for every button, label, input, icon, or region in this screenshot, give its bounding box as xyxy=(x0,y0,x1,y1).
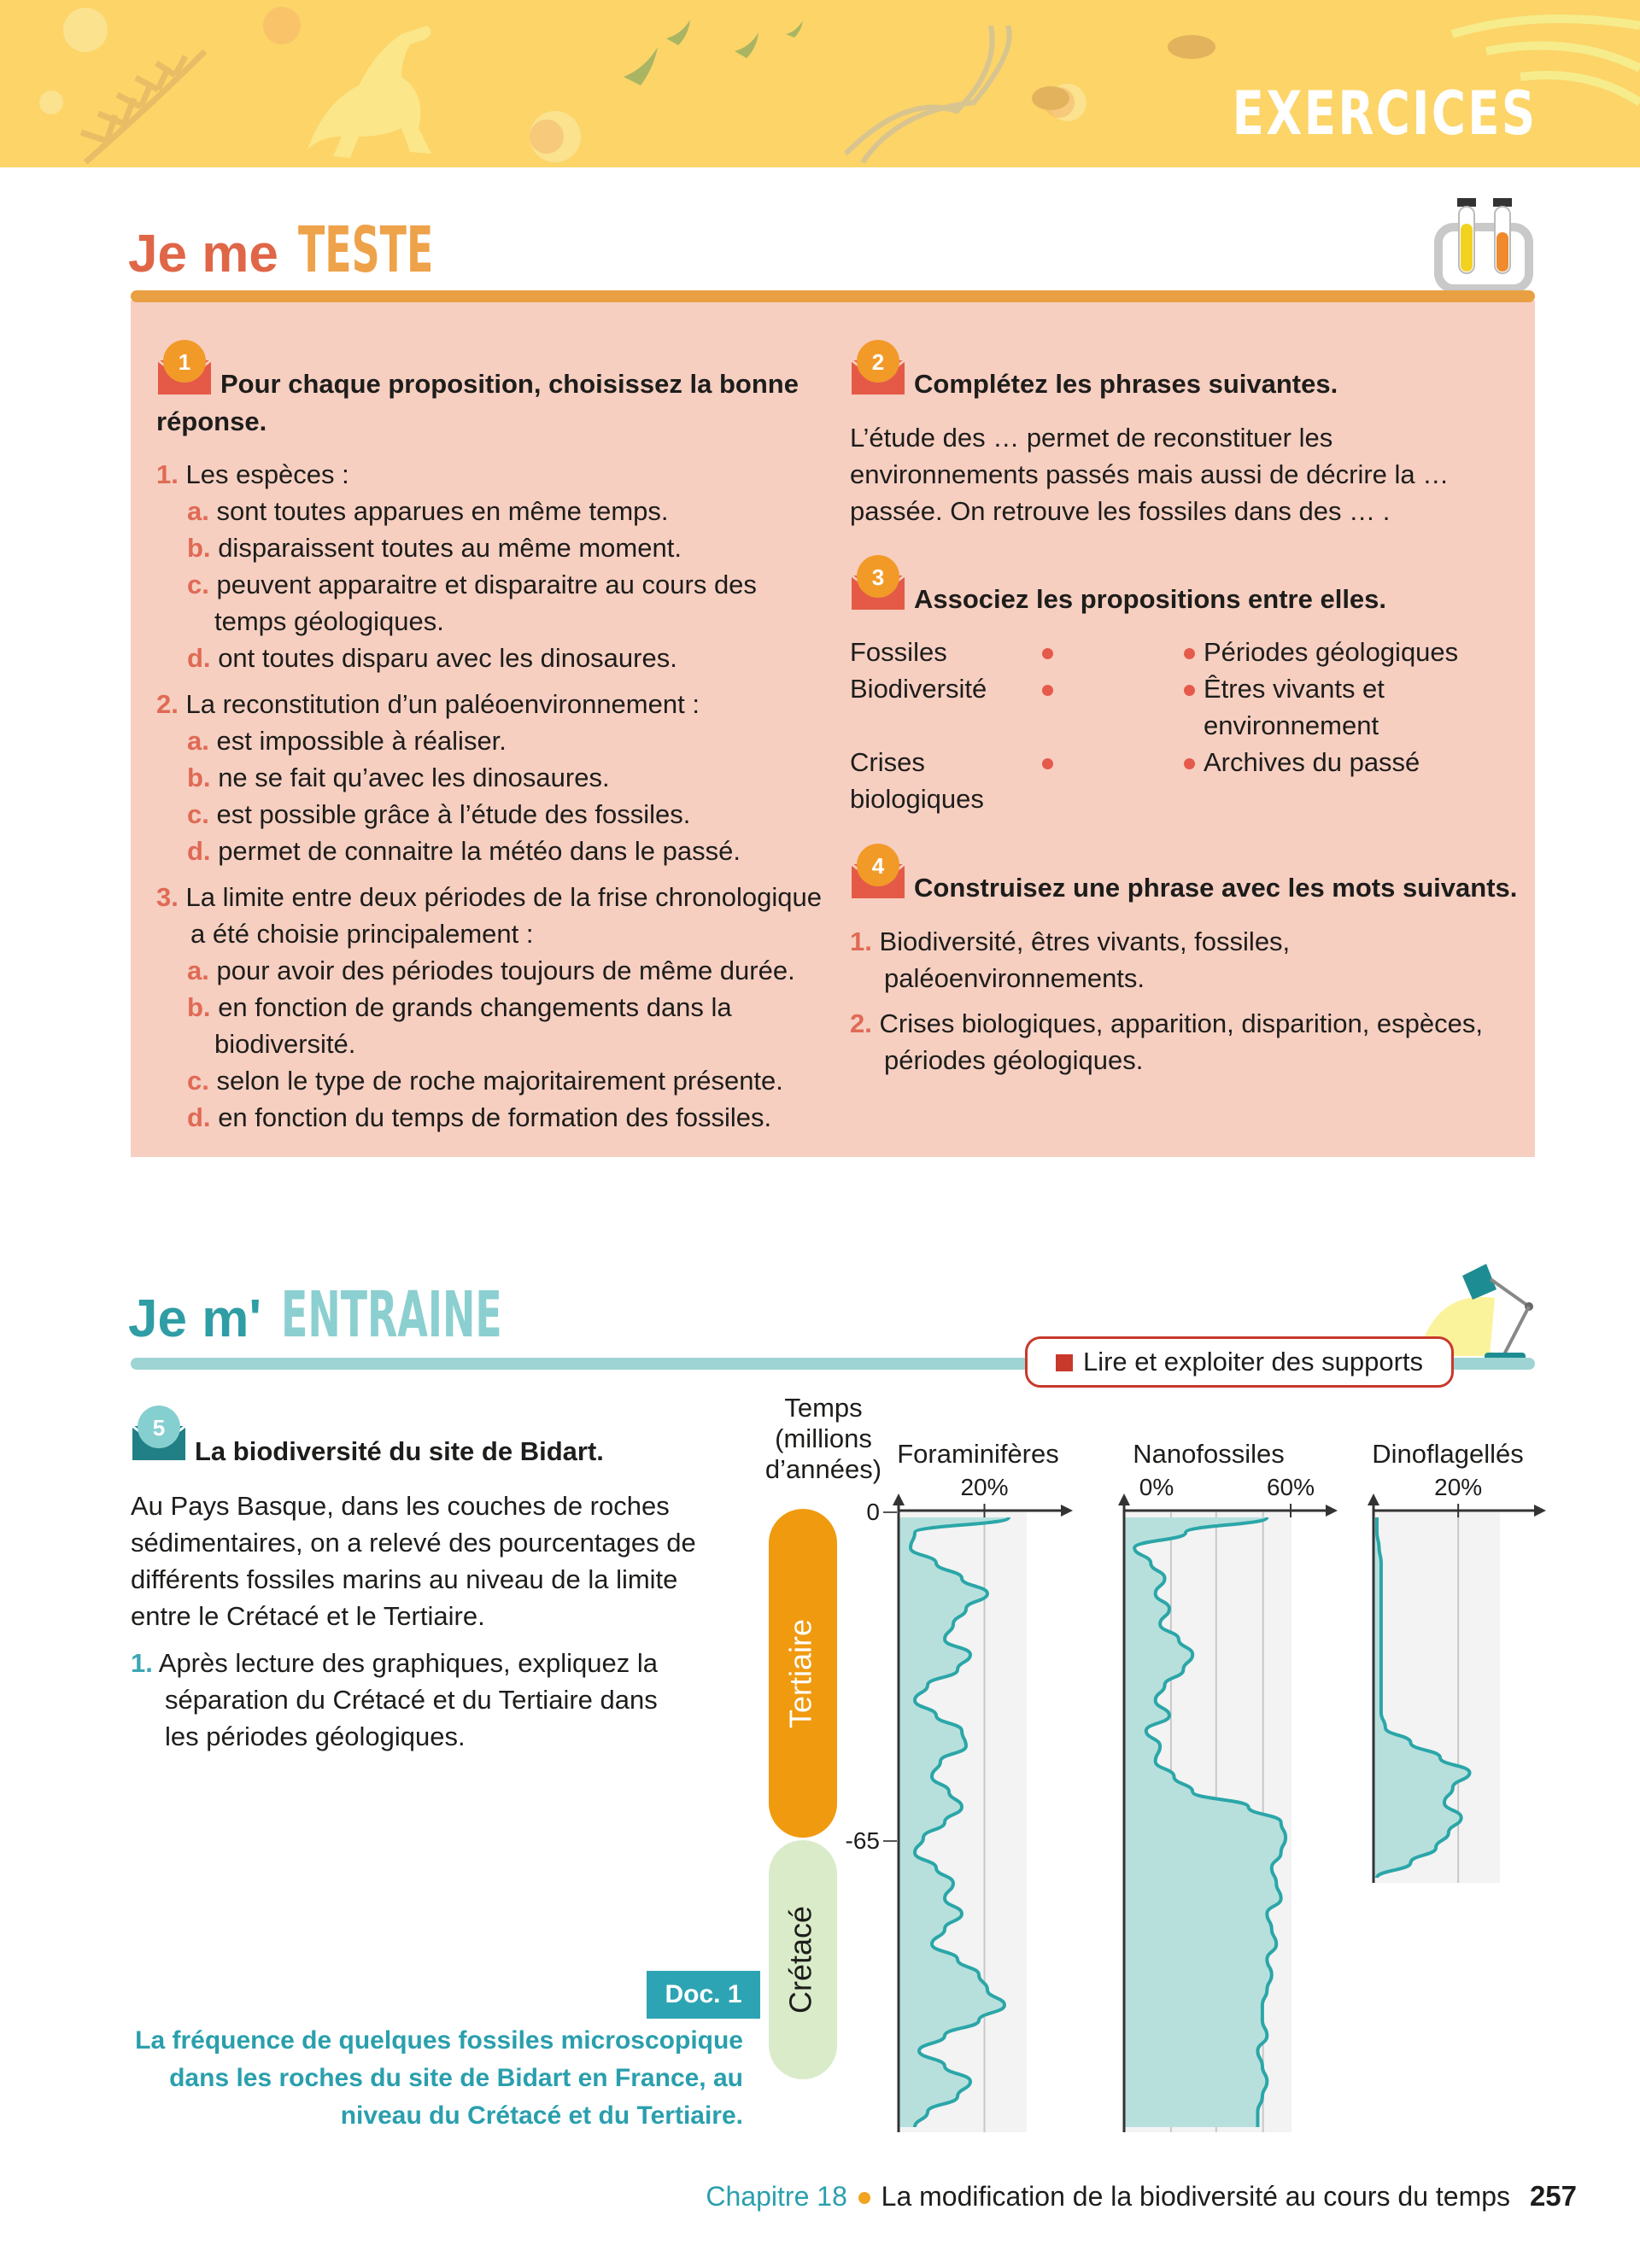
skill-chip xyxy=(1025,1336,1454,1388)
banner-title: EXERCICES xyxy=(1233,79,1538,149)
teste-title-word: TESTE xyxy=(298,213,434,287)
question-number: 2. xyxy=(156,689,179,719)
question-3 xyxy=(156,879,831,1136)
answer-option[interactable]: c. est possible grâce à l’étude des fossiles. xyxy=(187,799,691,829)
teste-section-title xyxy=(128,213,516,287)
association-right-item: Archives du passé xyxy=(1204,747,1420,777)
period-label-tertiaire: Tertiaire xyxy=(782,1618,818,1729)
answer-option[interactable]: d. permet de connaitre la météo dans le passé. xyxy=(187,836,741,866)
answer-option[interactable]: a. sont toutes apparues en même temps. xyxy=(187,496,669,526)
exercise-2-number: 2 xyxy=(871,349,885,375)
answer-option[interactable]: c. peuvent apparaitre et disparaitre au cours des temps géologiques. xyxy=(187,570,757,636)
axis-arrow-icon xyxy=(1061,1505,1073,1517)
construct-item: 1. Biodiversité, êtres vivants, fossiles, paléoenvironnements. xyxy=(850,926,1291,993)
axis-arrow-icon xyxy=(1534,1505,1546,1517)
answer-option[interactable]: a. est impossible à réaliser. xyxy=(187,726,507,756)
association-right-item: Êtres vivants et environnement xyxy=(1204,674,1385,740)
exercise-5-title: La biodiversité du site de Bidart. xyxy=(195,1436,604,1466)
doc-caption: La fréquence de quelques fossiles microscopique dans les roches du site de Bidart en France, au niveau du Crétacé et du Tertiaire. xyxy=(135,2026,743,2130)
series-title: Dinoflagellés xyxy=(1372,1439,1524,1469)
time-axis-label-1: Temps xyxy=(784,1393,863,1423)
association-right-dot[interactable] xyxy=(1184,685,1195,696)
association-left-item: Fossiles xyxy=(850,637,947,667)
axis-arrow-icon xyxy=(1326,1505,1338,1517)
exercise-2-badge-icon xyxy=(850,338,908,395)
axis-arrow-icon xyxy=(1368,1493,1379,1505)
period-label-cretace: Crétacé xyxy=(782,1905,818,2014)
series-title: Nanofossiles xyxy=(1133,1439,1285,1469)
answer-option[interactable]: c. selon le type de roche majoritairement présente. xyxy=(187,1066,783,1096)
axis-zero-label: 0% xyxy=(1139,1474,1174,1500)
answer-option[interactable]: b. en fonction de grands changements dans la biodiversité. xyxy=(187,992,732,1059)
answer-option[interactable]: b. ne se fait qu’avec les dinosaures. xyxy=(187,763,610,792)
skill-square-icon xyxy=(1056,1354,1073,1371)
panel-nanofossiles xyxy=(1118,1439,1338,2132)
skill-chip-label: Lire et exploiter des supports xyxy=(1082,1347,1424,1377)
answer-option[interactable]: d. en fonction du temps de formation des fossiles. xyxy=(187,1102,772,1132)
association-left-dot[interactable] xyxy=(1042,758,1053,769)
page-footer xyxy=(706,2180,1577,2212)
question-number: 3. xyxy=(156,882,179,912)
exercise-1-questions xyxy=(156,456,831,1145)
exercise-2-text: L’étude des … permet de reconstituer les environnements passés mais aussi de décrire la … passée. On retrouve les fossiles dans des … . xyxy=(850,423,1450,526)
top-banner xyxy=(0,0,1640,167)
fossil-frequency-chart xyxy=(752,1388,1555,2143)
exercise-5-question: 1. Après lecture des graphiques, expliquez la séparation du Crétacé et du Tertiaire dans les périodes géologiques. xyxy=(131,1648,658,1751)
association-left-item: Crises biologiques xyxy=(850,747,984,814)
question-number: 1. xyxy=(156,459,179,489)
test-tubes-icon xyxy=(1432,193,1538,302)
doc-tag: Doc. 1 xyxy=(647,1971,760,2019)
entraine-title-prefix: Je m' xyxy=(128,1289,262,1348)
time-tick-0: 0 xyxy=(866,1499,880,1525)
exercise-4-title: Construisez une phrase avec les mots suivants. xyxy=(914,873,1518,903)
footer-chapter-title: La modification de la biodiversité au cours du temps xyxy=(881,2181,1511,2212)
exercise-5-intro: Au Pays Basque, dans les couches de roches sédimentaires, on a relevé des pourcentages de différents fossiles marins au niveau de la limite entre le Crétacé et le Tertiaire. xyxy=(131,1491,696,1631)
axis-max-label: 20% xyxy=(1434,1474,1483,1500)
panel-foraminifères xyxy=(893,1439,1073,2132)
entraine-title-word: ENTRAINE xyxy=(281,1278,502,1352)
time-tick-65: -65 xyxy=(845,1827,880,1854)
answer-option[interactable]: a. pour avoir des périodes toujours de même durée. xyxy=(187,956,795,985)
axis-max-label: 20% xyxy=(960,1474,1009,1500)
question-text: La limite entre deux périodes de la frise chronologique a été choisie principalement : xyxy=(185,882,822,949)
footer-chapter: Chapitre 18 xyxy=(706,2181,847,2212)
time-axis-label-3: d’années) xyxy=(764,1454,882,1484)
axis-arrow-icon xyxy=(893,1493,905,1505)
entraine-section-title xyxy=(128,1278,638,1352)
association-left-dot[interactable] xyxy=(1042,648,1053,659)
exercise-4-badge-icon xyxy=(850,842,908,898)
series-title: Foraminifères xyxy=(897,1439,1059,1469)
exercise-3-badge-icon xyxy=(850,553,908,610)
question-text: La reconstitution d’un paléoenvironnement : xyxy=(185,689,700,719)
association-right-dot[interactable] xyxy=(1184,648,1195,659)
panel-dinoflagellés xyxy=(1368,1439,1546,1883)
footer-dot-icon xyxy=(858,2192,870,2204)
exercise-3-title: Associez les propositions entre elles. xyxy=(914,584,1387,614)
association-right-item: Périodes géologiques xyxy=(1204,637,1459,667)
teste-title-prefix: Je me xyxy=(128,225,278,284)
question-2 xyxy=(156,686,831,869)
question-1 xyxy=(156,456,831,676)
answer-option[interactable]: b. disparaissent toutes au même moment. xyxy=(187,533,682,563)
construct-item: 2. Crises biologiques, apparition, disparition, espèces, périodes géologiques. xyxy=(850,1008,1483,1075)
association-left-dot[interactable] xyxy=(1042,685,1053,696)
exercise-5-number: 5 xyxy=(152,1415,166,1441)
association-left-item: Biodiversité xyxy=(850,674,987,704)
exercise-3-number: 3 xyxy=(871,564,885,590)
axis-arrow-icon xyxy=(1118,1493,1130,1505)
association-right-dot[interactable] xyxy=(1184,758,1195,769)
question-text: Les espèces : xyxy=(185,459,349,489)
page-number: 257 xyxy=(1529,2180,1577,2212)
exercise-1-number: 1 xyxy=(178,349,191,375)
exercise-1-title: Pour chaque proposition, choisissez la bonne réponse. xyxy=(156,369,799,436)
exercise-2-title: Complétez les phrases suivantes. xyxy=(914,369,1338,399)
time-axis-label-2: (millions xyxy=(775,1423,872,1453)
answer-option[interactable]: d. ont toutes disparu avec les dinosaures. xyxy=(187,643,677,673)
teste-divider xyxy=(131,290,1535,302)
exercise-4-items xyxy=(850,923,1508,1078)
exercise-5-badge-icon xyxy=(131,1404,189,1460)
exercise-4-number: 4 xyxy=(871,853,885,879)
axis-max-label: 60% xyxy=(1266,1474,1315,1500)
